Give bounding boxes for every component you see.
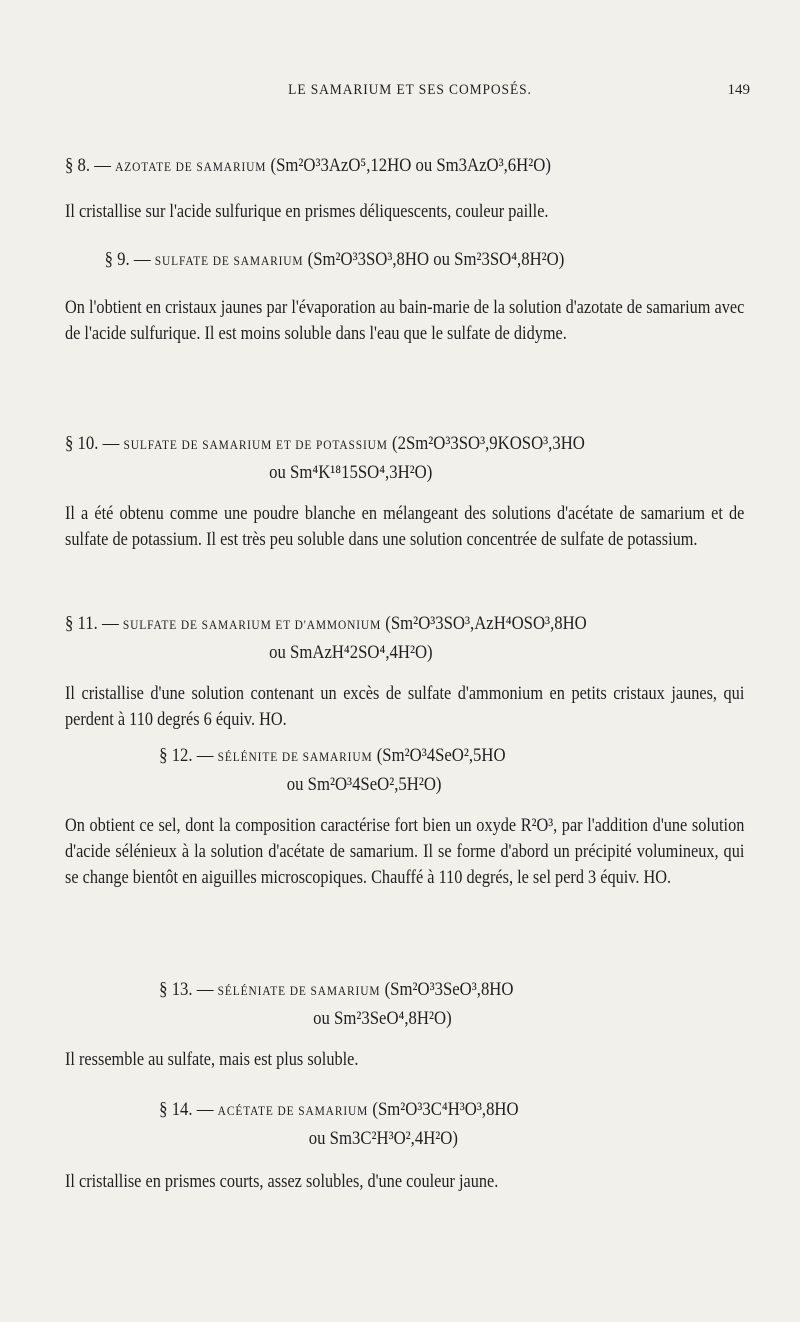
section-formula-continued: ou Sm²3SeO⁴,8H²O) (313, 1008, 452, 1029)
section-title: SULFATE DE SAMARIUM ET D'AMMONIUM (122, 617, 382, 632)
section-number: § 12. — (159, 745, 214, 766)
section-11 (65, 610, 745, 733)
page-header (70, 82, 750, 104)
section-text: On obtient ce sel, dont la composition caractérise fort bien un oxyde R²O³, par l'addition d'une solution d'acide sélénieux à la solution d'acétate de samarium. Il se forme d'abord un précipité volumineux, qui se change bientôt en aiguilles microscopiques. Chauffé à 110 degrés, le sel perd 3 équiv. HO. (65, 816, 745, 888)
section-formula: (2Sm²O³3SO³,9KOSO³,3HO (392, 433, 585, 454)
section-formula-continued: ou Sm²O³4SeO²,5H²O) (286, 774, 442, 795)
page-number: 149 (727, 82, 750, 98)
section-12 (65, 742, 745, 891)
section-title: SÉLÉNITE DE SAMARIUM (217, 749, 373, 764)
section-formula-continued: ou Sm⁴K¹⁸15SO⁴,3H²O) (269, 462, 433, 483)
section-heading (65, 742, 663, 799)
section-heading (65, 152, 663, 181)
section-text: On l'obtient en cristaux jaunes par l'évaporation au bain-marie de la solution d'azotate de samarium avec de l'acide sulfurique. Il est moins soluble dans l'eau que le sulfate de didyme. (65, 298, 745, 344)
section-formula: (Sm²O³4SeO²,5HO (376, 745, 506, 766)
section-text: Il ressemble au sulfate, mais est plus soluble. (65, 1050, 359, 1070)
section-13 (65, 976, 745, 1073)
section-text: Il cristallise en prismes courts, assez solubles, d'une couleur jaune. (65, 1172, 499, 1192)
section-formula: (Sm²O³3SO³,AzH⁴OSO³,8HO (385, 613, 587, 634)
section-number: § 8. — (65, 155, 111, 176)
section-text: Il a été obtenu comme une poudre blanche en mélangeant des solutions d'acétate de samarium et de sulfate de potassium. Il est très peu soluble dans une solution concentrée de sulfate de potassium. (65, 504, 745, 550)
section-heading (65, 610, 663, 667)
section-formula-continued: ou SmAzH⁴2SO⁴,4H²O) (269, 642, 433, 663)
section-formula: (Sm²O³3AzO⁵,12HO ou Sm3AzO³,6H²O) (270, 155, 551, 176)
section-formula-continued: ou Sm3C²H³O²,4H²O) (308, 1128, 458, 1149)
section-14 (65, 1096, 745, 1195)
section-number: § 11. — (65, 613, 119, 634)
section-heading (65, 430, 663, 487)
section-title: SULFATE DE SAMARIUM ET DE POTASSIUM (123, 437, 388, 452)
section-heading (65, 976, 663, 1033)
section-number: § 14. — (159, 1099, 214, 1120)
section-number: § 13. — (159, 979, 214, 1000)
section-10 (65, 430, 745, 553)
section-9 (65, 246, 745, 347)
section-formula: (Sm²O³3SeO³,8HO (384, 979, 514, 1000)
section-formula: (Sm²O³3C⁴H³O³,8HO (372, 1099, 519, 1120)
section-title: SULFATE DE SAMARIUM (154, 253, 304, 268)
section-8 (65, 152, 745, 225)
section-text: Il cristallise d'une solution contenant un excès de sulfate d'ammonium en petits cristaux jaunes, qui perdent à 110 degrés 6 équiv. HO. (65, 684, 745, 730)
section-text: Il cristallise sur l'acide sulfurique en prismes déliquescents, couleur paille. (65, 202, 549, 222)
section-number: § 10. — (65, 433, 120, 454)
running-title: LE SAMARIUM ET SES COMPOSÉS. (288, 82, 532, 98)
section-heading (65, 1096, 663, 1153)
section-heading (65, 246, 663, 275)
section-formula: (Sm²O³3SO³,8HO ou Sm²3SO⁴,8H²O) (307, 249, 565, 270)
section-title: ACÉTATE DE SAMARIUM (217, 1103, 369, 1118)
section-title: SÉLÉNIATE DE SAMARIUM (217, 983, 381, 998)
section-title: AZOTATE DE SAMARIUM (115, 159, 267, 174)
section-number: § 9. — (104, 249, 151, 270)
